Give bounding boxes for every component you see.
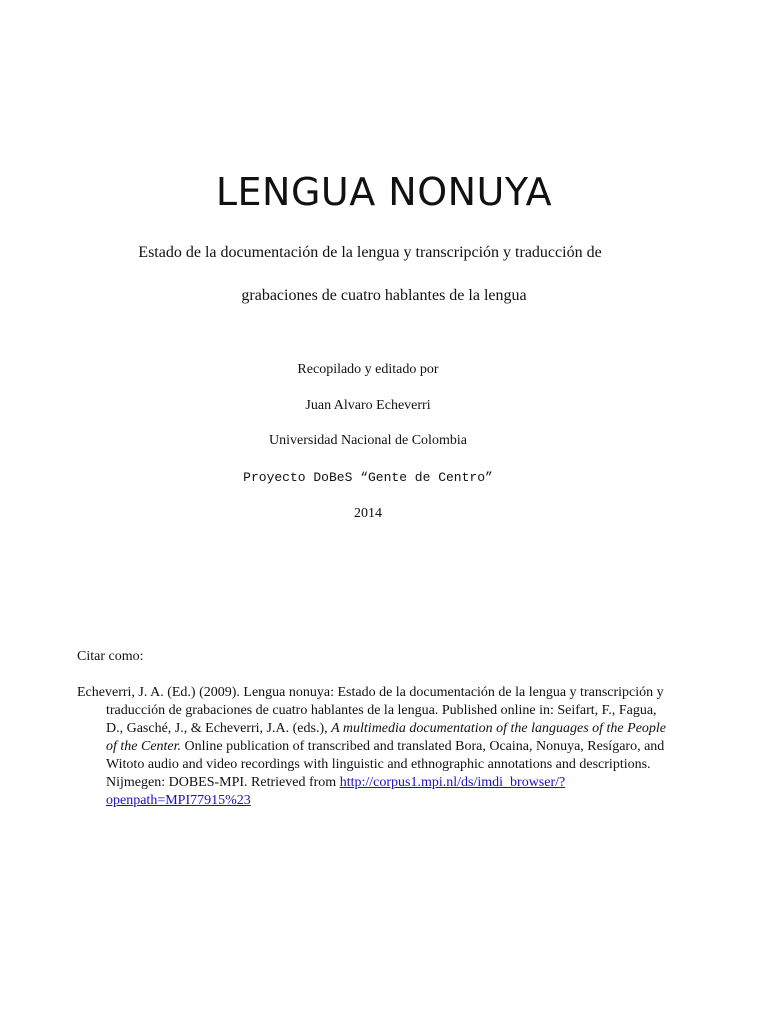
subtitle-line-2: grabaciones de cuatro hablantes de la lengua bbox=[241, 287, 527, 304]
citation-reference bbox=[77, 684, 676, 810]
compiled-by-label: Recopilado y editado por bbox=[297, 362, 439, 377]
citation-label: Citar como: bbox=[77, 649, 144, 664]
subtitle-line-1: Estado de la documentación de la lengua y transcripción y traducción de bbox=[138, 244, 602, 261]
institution-name: Universidad Nacional de Colombia bbox=[269, 433, 467, 448]
citation-italic-title: A multimedia documentation of the languages of the People of the Center. bbox=[106, 721, 667, 754]
citation-text-end: Online publication of transcribed and translated Bora, Ocaina, Nonuya, Resígaro, and Witoto audio and video recordings with linguistic and ethnographic annotations and descriptions. Nijmegen: DOBES-MPI. Retrieved from bbox=[106, 739, 665, 790]
corpus-link[interactable]: http://corpus1.mpi.nl/ds/imdi_browser/?openpath=MPI77915%23 bbox=[106, 775, 566, 808]
editor-name: Juan Alvaro Echeverri bbox=[305, 398, 431, 413]
publication-year: 2014 bbox=[354, 506, 382, 521]
citation-text-start: Echeverri, J. A. (Ed.) (2009). Lengua nonuya: Estado de la documentación de la lengua y transcripción y traducción de grabaciones de cuatro hablantes de la lengua. Published online in: Seifart, F., Fagua, D., Gasché, J., & Echeverri, J.A. (eds.), bbox=[77, 685, 664, 736]
project-name: Proyecto DoBeS “Gente de Centro” bbox=[243, 470, 493, 485]
document-title: LENGUA NONUYA bbox=[215, 170, 553, 214]
